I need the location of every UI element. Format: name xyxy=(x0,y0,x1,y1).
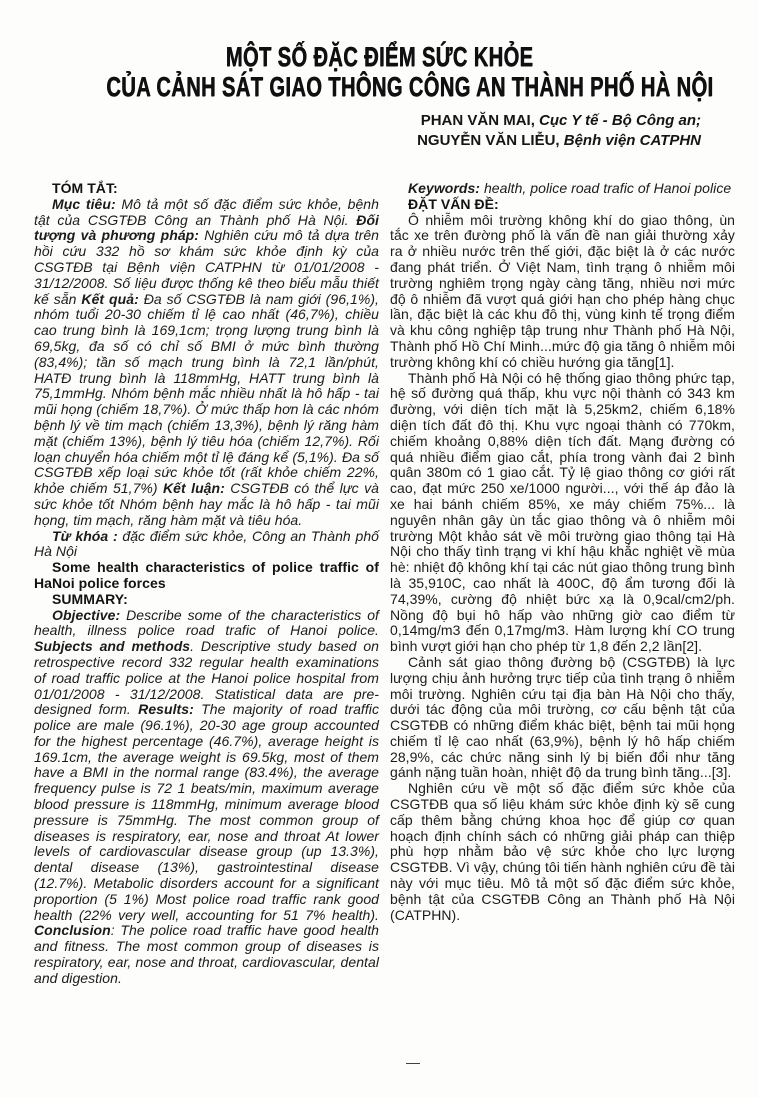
paper-title-line-1: MỘT SỐ ĐẶC ĐIỂM SỨC KHỎE xyxy=(225,41,534,72)
intro-paragraph-3: Cảnh sát giao thông đường bộ (CSGTĐB) là lực lượng chịu ảnh hưởng trực tiếp của tình trạng ô nhiễm môi trường. Nghiên cứu tại địa bàn Hà Nội cho thấy, dưới tác động của môi trường, cơ cấu bệnh tật của CSGTĐB có những điểm khác biệt, bệnh tai mũi họng chiếm tỉ lệ cao nhất (63,9%), bệnh lý hô hấp chiếm 28,9%, các chức năng sinh lý bị biến đổi như tăng gánh nặng tuần hoàn, nhiệt độ da trung bình tăng...[3]. xyxy=(390,653,735,781)
author-line-1 xyxy=(0,111,701,131)
introduction-heading: ĐẶT VẤN ĐỀ: xyxy=(408,195,499,212)
author-2-name: NGUYỄN VĂN LIỄU, xyxy=(417,132,560,149)
author-block xyxy=(0,111,759,151)
paper-title-line-2: CỦA CẢNH SÁT GIAO THÔNG CÔNG AN THÀNH PHỐ HÀ NỘI xyxy=(106,71,714,102)
two-column-body xyxy=(0,151,759,987)
english-title: Some health characteristics of police traffic of HaNoi police forces xyxy=(34,559,379,591)
keywords-english: Keywords: health, police road trafic of Hanoi police xyxy=(408,180,732,196)
abstract-heading: TÓM TẮT: xyxy=(52,180,118,196)
intro-paragraph-4: Nghiên cứu về một số đặc điểm sức khỏe của CSGTĐB qua số liệu khám sức khỏe định kỳ sẽ cung cấp thêm bằng chứng khoa học để giúp cơ quan hoạch định chính sách có những giải pháp can thiệp phù hợp nhằm bảo vệ sức khỏe cho lực lượng CSGTĐB. Vì vậy, chúng tôi tiến hành nghiên cứu đề tài này với mục tiêu. Mô tả một số đặc điểm sức khỏe, bệnh tật của CSGTĐB Công an Thành phố Hà Nội (CATPHN). xyxy=(390,780,735,923)
intro-paragraph-1: Ô nhiễm môi trường không khí do giao thông, ùn tắc xe trên đường phố là vấn đề nan giải thường xảy ra ở nhiều nước trên thế giới, đặc biệt là ở các nước đang phát triển. Ở Việt Nam, tình trạng ô nhiễm môi trường nghiêm trọng ngày càng tăng, nhiều nơi mức độ ô nhiễm đã vượt quá giới hạn cho phép hàng chục lần, đặc biệt là các khu đô thị, vùng kinh tế trọng điểm và khu công nghiệp tập trung như Thành phố Hà Nội, Thành phố Hồ Chí Minh...mức độ gia tăng ô nhiễm môi trường không khí có chiều hướng gia tăng[1]. xyxy=(390,211,735,370)
right-column xyxy=(390,181,735,987)
author-line-2 xyxy=(0,131,701,151)
page-number-mark: — xyxy=(406,1054,420,1070)
abstract-paragraph: Mục tiêu: Mô tả một số đặc điểm sức khỏe, bệnh tật của CSGTĐB Công an Thành phố Hà Nội. Đối tượng và phương pháp: Nghiên cứu mô tả dựa trên hồi cứu 332 hồ sơ khám sức khỏe định kỳ của CSGTĐB tại Bệnh viện CATPHN từ 01/01/2008 - 31/12/2008. Số liệu được thống kê theo biểu mẫu thiết kế sẵn Kết quả: Đa số CSGTĐB là nam giới (96,1%), nhóm tuổi 20-30 chiếm tỉ lệ cao nhất (46,7%), chiều cao trung bình là 169,1cm; trọng lượng trung bình là 69,5kg, đa số có chỉ số BMI ở mức bình thường (83,4%); tần số mạch trung bình là 72,1 lần/phút, HATĐ trung bình là 118mmHg, HATT trung bình là 75,1mmHg. Nhóm bệnh mắc nhiều nhất là hô hấp - tai mũi họng (chiếm 18,7%). Ở mức thấp hơn là các nhóm bệnh lý về tim mạch (chiếm 13,3%), bệnh lý răng hàm mặt (chiếm 13%), bệnh lý tiêu hóa (chiếm 12,7%). Rối loạn chuyển hóa chiếm một tỉ lệ đáng kể (5,1%). Đa số CSGTĐB xếp loại sức khỏe tốt (rất khỏe chiếm 22%, khỏe chiếm 51,7%) Kết luận: CSGTĐB có thể lực và sức khỏe tốt Nhóm bệnh hay mắc là hô hấp - tai mũi họng, tim mạch, răng hàm mặt và tiêu hóa. xyxy=(34,195,379,528)
paper-title xyxy=(0,0,759,102)
summary-paragraph: Objective: Describe some of the characteristics of health, illness police road trafic of Hanoi police. Subjects and methods. Descriptive study based on retrospective record 332 regular health examinations of road traffic police at the Hanoi police hospital from 01/01/2008 - 31/12/2008. Statistical data are pre-designed form. Results: The majority of road traffic police are male (96.1%), 20-30 age group accounted for the highest percentage (46.7%), average height is 169.1cm, the average weight is 69.5kg, most of them have a BMI in the normal range (83.4%), the average frequency pulse is 72 1 beats/min, maximum average blood pressure is 118mmHg, minimum average blood pressure is 75mmHg. The most common group of diseases is respiratory, ear, nose and throat At lower levels of cardiovascular disease group (up 13.3%), dental disease (13%), gastrointestinal disease (12.7%). Metabolic disorders account for a significant proportion (5 1%) Most police road traffic rank good health (22% very well, accounting for 51 7% health). Conclusion: The police road traffic have good health and fitness. The most common group of diseases is respiratory, ear, nose and throat, cardiovascular, dental and digestion. xyxy=(34,606,380,986)
author-1-affiliation: Cục Y tế - Bộ Công an; xyxy=(534,112,701,129)
summary-heading: SUMMARY: xyxy=(52,590,128,607)
author-2-affiliation: Bệnh viện CATPHN xyxy=(559,132,701,149)
keywords-vietnamese: Từ khóa : đặc điểm sức khỏe, Công an Thành phố Hà Nội xyxy=(34,527,379,560)
author-1-name: PHAN VĂN MAI, xyxy=(420,112,535,129)
intro-paragraph-2: Thành phố Hà Nội có hệ thống giao thông phức tạp, hệ số đường quá thấp, khu vực nội thành có 343 km đường, với diện tích mặt là 5,25km2, chiếm 6,18% diện tích đất đô thị. Khu vực ngoại thành có 770km, chiếm khoảng 0,88% diện tích đất. Mạng đường có quá nhiều điểm giao cắt, phía trong vành đai 2 bình quân 380m có 1 giao cắt. Tỷ lệ giao thông cơ giới rất cao, đạt mức 250 xe/1000 người..., với thế áp đảo là xe hai bánh chiếm 85%, xe máy chiếm 75%... là nguyên nhân gây ùn tắc giao thông và ô nhiễm môi trường Một khảo sát về môi trường giao thông tại Hà Nội cho thấy tình trạng vi khí hậu khắc nghiệt về mùa hè: nhiệt độ không khí tại các nút giao thông trung bình là 35,910C, cao nhất là 400C, độ ẩm tương đối là 74,39%, cường độ nhiệt bức xạ là 0,9cal/cm2/ph. Nồng độ bụi hô hấp vào những giờ cao điểm từ 0,14mg/m3 đến 0,17mg/m3. Hàm lượng khí CO trung bình vượt giới hạn cho phép từ 1,8 đến 2,2 lần[2]. xyxy=(390,369,735,655)
left-column xyxy=(34,181,379,987)
